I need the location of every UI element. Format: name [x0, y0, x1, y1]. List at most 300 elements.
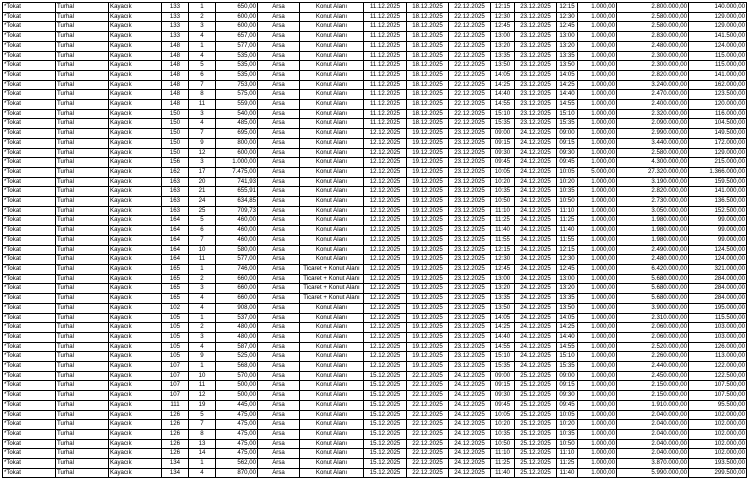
- cell-district: Turhal: [56, 32, 109, 42]
- cell-retender-time: 13:20: [557, 41, 578, 51]
- cell-guarantee: 1.000,00: [578, 100, 617, 110]
- cell-district: Turhal: [56, 90, 109, 100]
- cell-area: 741,93: [216, 177, 258, 187]
- cell-parcel: 20: [189, 177, 216, 187]
- cell-announce-date: 11.12.2025: [364, 109, 407, 119]
- cell-neighborhood: Kayacık: [109, 274, 162, 284]
- cell-deadline-date: 18.12.2025: [407, 119, 449, 129]
- cell-province: *Tokat: [3, 429, 56, 439]
- cell-deposit: 95.500,00: [689, 400, 747, 410]
- cell-district: Turhal: [56, 3, 109, 13]
- cell-tender-date: 22.12.2025: [449, 32, 491, 42]
- cell-retender-date: 24.12.2025: [515, 187, 557, 197]
- cell-tender-time: 13:00: [491, 274, 515, 284]
- cell-tender-date: 23.12.2025: [449, 148, 491, 158]
- cell-property-type: Arsa: [258, 148, 300, 158]
- cell-block: 150: [162, 138, 189, 148]
- cell-deadline-date: 18.12.2025: [407, 109, 449, 119]
- cell-tender-date: 23.12.2025: [449, 245, 491, 255]
- cell-block: 126: [162, 429, 189, 439]
- table-row: [3, 468, 747, 478]
- cell-area: 460,00: [216, 235, 258, 245]
- cell-estimated-value: 2.990.000,00: [617, 129, 689, 139]
- cell-guarantee: 1.000,00: [578, 323, 617, 333]
- cell-announce-date: 12.12.2025: [364, 284, 407, 294]
- cell-deposit: 129.000,00: [689, 12, 747, 22]
- cell-estimated-value: 3.870.000,00: [617, 459, 689, 469]
- cell-retender-time: 10:20: [557, 177, 578, 187]
- cell-parcel: 1: [189, 459, 216, 469]
- cell-tender-time: 10:05: [491, 167, 515, 177]
- cell-district: Turhal: [56, 352, 109, 362]
- cell-guarantee: 1.000,00: [578, 332, 617, 342]
- cell-province: *Tokat: [3, 109, 56, 119]
- cell-guarantee: 1.000,00: [578, 371, 617, 381]
- cell-announce-date: 12.12.2025: [364, 177, 407, 187]
- cell-estimated-value: 2.060.000,00: [617, 323, 689, 333]
- cell-tender-date: 24.12.2025: [449, 420, 491, 430]
- cell-deadline-date: 19.12.2025: [407, 129, 449, 139]
- cell-parcel: 3: [189, 332, 216, 342]
- cell-district: Turhal: [56, 216, 109, 226]
- cell-retender-date: 24.12.2025: [515, 323, 557, 333]
- cell-province: *Tokat: [3, 332, 56, 342]
- cell-retender-time: 12:45: [557, 22, 578, 32]
- cell-district: Turhal: [56, 41, 109, 51]
- table-row: [3, 323, 747, 333]
- cell-retender-time: 11:40: [557, 226, 578, 236]
- cell-announce-date: 11.12.2025: [364, 22, 407, 32]
- cell-block: 148: [162, 90, 189, 100]
- cell-neighborhood: Kayacık: [109, 3, 162, 13]
- cell-estimated-value: 3.900.000,00: [617, 303, 689, 313]
- table-row: [3, 264, 747, 274]
- cell-area: 587,00: [216, 342, 258, 352]
- cell-guarantee: 1.000,00: [578, 449, 617, 459]
- cell-tender-date: 22.12.2025: [449, 3, 491, 13]
- cell-block: 148: [162, 61, 189, 71]
- cell-parcel: 1: [189, 3, 216, 13]
- cell-retender-date: 23.12.2025: [515, 80, 557, 90]
- cell-retender-time: 09:30: [557, 391, 578, 401]
- cell-district: Turhal: [56, 391, 109, 401]
- cell-retender-time: 13:50: [557, 303, 578, 313]
- cell-deposit: 107.500,00: [689, 391, 747, 401]
- cell-retender-time: 10:50: [557, 439, 578, 449]
- cell-parcel: 4: [189, 294, 216, 304]
- cell-guarantee: 1.000,00: [578, 226, 617, 236]
- cell-announce-date: 12.12.2025: [364, 313, 407, 323]
- cell-district: Turhal: [56, 187, 109, 197]
- cell-retender-date: 25.12.2025: [515, 391, 557, 401]
- cell-tender-time: 15:10: [491, 352, 515, 362]
- cell-deposit: 141.000,00: [689, 70, 747, 80]
- cell-deadline-date: 22.12.2025: [407, 449, 449, 459]
- cell-announce-date: 11.12.2025: [364, 51, 407, 61]
- cell-area: 660,00: [216, 274, 258, 284]
- cell-retender-date: 23.12.2025: [515, 109, 557, 119]
- cell-deposit: 124.500,00: [689, 245, 747, 255]
- cell-retender-time: 12:45: [557, 264, 578, 274]
- cell-neighborhood: Kayacık: [109, 51, 162, 61]
- cell-tender-time: 11:40: [491, 468, 515, 478]
- cell-province: *Tokat: [3, 294, 56, 304]
- cell-property-type: Arsa: [258, 439, 300, 449]
- cell-block: 164: [162, 216, 189, 226]
- cell-announce-date: 15.12.2025: [364, 468, 407, 478]
- cell-tender-time: 11:25: [491, 459, 515, 469]
- cell-zoning: Konut Alanı: [300, 167, 364, 177]
- cell-estimated-value: 2.800.000,00: [617, 3, 689, 13]
- cell-tender-date: 24.12.2025: [449, 391, 491, 401]
- cell-tender-date: 24.12.2025: [449, 381, 491, 391]
- cell-guarantee: 1.000,00: [578, 216, 617, 226]
- cell-tender-time: 13:50: [491, 303, 515, 313]
- cell-tender-date: 23.12.2025: [449, 274, 491, 284]
- cell-zoning: Ticaret + Konut Alanı: [300, 284, 364, 294]
- cell-tender-time: 09:45: [491, 158, 515, 168]
- cell-tender-time: 12:45: [491, 22, 515, 32]
- cell-district: Turhal: [56, 264, 109, 274]
- cell-block: 148: [162, 51, 189, 61]
- cell-retender-time: 09:00: [557, 371, 578, 381]
- cell-deposit: 99.000,00: [689, 216, 747, 226]
- cell-province: *Tokat: [3, 235, 56, 245]
- cell-retender-time: 10:20: [557, 420, 578, 430]
- cell-retender-time: 13:35: [557, 51, 578, 61]
- cell-guarantee: 1.000,00: [578, 439, 617, 449]
- cell-deadline-date: 19.12.2025: [407, 245, 449, 255]
- cell-estimated-value: 2.580.000,00: [617, 148, 689, 158]
- cell-area: 870,00: [216, 468, 258, 478]
- cell-district: Turhal: [56, 332, 109, 342]
- cell-property-type: Arsa: [258, 274, 300, 284]
- cell-district: Turhal: [56, 381, 109, 391]
- cell-retender-date: 24.12.2025: [515, 245, 557, 255]
- cell-zoning: Konut Alanı: [300, 197, 364, 207]
- cell-deposit: 103.000,00: [689, 323, 747, 333]
- cell-retender-time: 14:05: [557, 70, 578, 80]
- table-row: [3, 22, 747, 32]
- cell-retender-date: 24.12.2025: [515, 274, 557, 284]
- cell-neighborhood: Kayacık: [109, 187, 162, 197]
- cell-tender-time: 11:40: [491, 226, 515, 236]
- cell-neighborhood: Kayacık: [109, 206, 162, 216]
- cell-area: 525,00: [216, 352, 258, 362]
- cell-deadline-date: 19.12.2025: [407, 323, 449, 333]
- cell-tender-time: 09:45: [491, 400, 515, 410]
- cell-zoning: Ticaret + Konut Alanı: [300, 264, 364, 274]
- cell-announce-date: 15.12.2025: [364, 459, 407, 469]
- cell-zoning: Konut Alanı: [300, 32, 364, 42]
- cell-province: *Tokat: [3, 158, 56, 168]
- cell-tender-date: 23.12.2025: [449, 332, 491, 342]
- cell-neighborhood: Kayacık: [109, 362, 162, 372]
- cell-zoning: Konut Alanı: [300, 303, 364, 313]
- cell-area: 485,00: [216, 119, 258, 129]
- cell-area: 580,00: [216, 245, 258, 255]
- cell-retender-date: 24.12.2025: [515, 235, 557, 245]
- cell-deposit: 102.000,00: [689, 410, 747, 420]
- cell-area: 535,00: [216, 51, 258, 61]
- cell-block: 163: [162, 197, 189, 207]
- table-row: [3, 32, 747, 42]
- cell-zoning: Ticaret + Konut Alanı: [300, 274, 364, 284]
- cell-guarantee: 1.000,00: [578, 352, 617, 362]
- cell-district: Turhal: [56, 371, 109, 381]
- cell-district: Turhal: [56, 362, 109, 372]
- cell-guarantee: 1.000,00: [578, 235, 617, 245]
- cell-tender-date: 22.12.2025: [449, 12, 491, 22]
- cell-parcel: 5: [189, 410, 216, 420]
- cell-province: *Tokat: [3, 420, 56, 430]
- cell-retender-date: 24.12.2025: [515, 167, 557, 177]
- cell-area: 577,00: [216, 41, 258, 51]
- cell-estimated-value: 2.830.000,00: [617, 32, 689, 42]
- cell-announce-date: 11.12.2025: [364, 3, 407, 13]
- cell-district: Turhal: [56, 226, 109, 236]
- cell-area: 475,00: [216, 410, 258, 420]
- table-row: [3, 459, 747, 469]
- cell-parcel: 3: [189, 284, 216, 294]
- cell-zoning: Konut Alanı: [300, 439, 364, 449]
- cell-area: 480,00: [216, 323, 258, 333]
- cell-deposit: 1.366.000,00: [689, 167, 747, 177]
- cell-property-type: Arsa: [258, 167, 300, 177]
- table-row: [3, 70, 747, 80]
- cell-zoning: Konut Alanı: [300, 226, 364, 236]
- cell-parcel: 4: [189, 51, 216, 61]
- cell-tender-date: 23.12.2025: [449, 255, 491, 265]
- cell-tender-date: 23.12.2025: [449, 226, 491, 236]
- cell-tender-date: 23.12.2025: [449, 197, 491, 207]
- cell-guarantee: 1.000,00: [578, 177, 617, 187]
- cell-area: 709,73: [216, 206, 258, 216]
- cell-area: 575,00: [216, 90, 258, 100]
- cell-deadline-date: 19.12.2025: [407, 264, 449, 274]
- cell-tender-time: 10:50: [491, 439, 515, 449]
- cell-district: Turhal: [56, 80, 109, 90]
- cell-retender-time: 12:15: [557, 245, 578, 255]
- cell-zoning: Konut Alanı: [300, 119, 364, 129]
- cell-retender-time: 13:35: [557, 294, 578, 304]
- table-row: [3, 274, 747, 284]
- cell-neighborhood: Kayacık: [109, 80, 162, 90]
- cell-estimated-value: 3.050.000,00: [617, 206, 689, 216]
- cell-announce-date: 12.12.2025: [364, 352, 407, 362]
- cell-province: *Tokat: [3, 22, 56, 32]
- cell-province: *Tokat: [3, 3, 56, 13]
- cell-retender-time: 11:10: [557, 206, 578, 216]
- cell-parcel: 11: [189, 100, 216, 110]
- cell-property-type: Arsa: [258, 119, 300, 129]
- cell-district: Turhal: [56, 51, 109, 61]
- cell-tender-date: 23.12.2025: [449, 206, 491, 216]
- cell-announce-date: 15.12.2025: [364, 429, 407, 439]
- cell-announce-date: 12.12.2025: [364, 129, 407, 139]
- cell-retender-date: 24.12.2025: [515, 197, 557, 207]
- cell-retender-time: 11:40: [557, 468, 578, 478]
- cell-retender-date: 23.12.2025: [515, 100, 557, 110]
- cell-neighborhood: Kayacık: [109, 410, 162, 420]
- cell-deposit: 162.000,00: [689, 80, 747, 90]
- cell-area: 577,00: [216, 255, 258, 265]
- cell-block: 163: [162, 187, 189, 197]
- cell-tender-time: 11:25: [491, 216, 515, 226]
- cell-deposit: 129.000,00: [689, 148, 747, 158]
- cell-parcel: 14: [189, 449, 216, 459]
- cell-neighborhood: Kayacık: [109, 332, 162, 342]
- cell-retender-time: 15:35: [557, 362, 578, 372]
- cell-estimated-value: 2.060.000,00: [617, 332, 689, 342]
- cell-retender-date: 23.12.2025: [515, 90, 557, 100]
- cell-province: *Tokat: [3, 187, 56, 197]
- cell-block: 150: [162, 119, 189, 129]
- cell-deposit: 123.500,00: [689, 90, 747, 100]
- cell-block: 165: [162, 274, 189, 284]
- cell-zoning: Konut Alanı: [300, 216, 364, 226]
- cell-district: Turhal: [56, 148, 109, 158]
- cell-tender-date: 22.12.2025: [449, 22, 491, 32]
- cell-deadline-date: 22.12.2025: [407, 400, 449, 410]
- cell-tender-time: 09:15: [491, 138, 515, 148]
- cell-district: Turhal: [56, 255, 109, 265]
- cell-block: 134: [162, 468, 189, 478]
- cell-neighborhood: Kayacık: [109, 197, 162, 207]
- cell-property-type: Arsa: [258, 400, 300, 410]
- cell-province: *Tokat: [3, 449, 56, 459]
- cell-block: 133: [162, 32, 189, 42]
- cell-property-type: Arsa: [258, 235, 300, 245]
- cell-estimated-value: 2.480.000,00: [617, 41, 689, 51]
- cell-area: 660,00: [216, 294, 258, 304]
- table-row: [3, 138, 747, 148]
- cell-neighborhood: Kayacık: [109, 284, 162, 294]
- cell-block: 148: [162, 80, 189, 90]
- cell-district: Turhal: [56, 119, 109, 129]
- cell-neighborhood: Kayacık: [109, 177, 162, 187]
- cell-block: 148: [162, 41, 189, 51]
- cell-neighborhood: Kayacık: [109, 371, 162, 381]
- cell-announce-date: 15.12.2025: [364, 400, 407, 410]
- cell-deadline-date: 18.12.2025: [407, 70, 449, 80]
- cell-tender-time: 09:15: [491, 381, 515, 391]
- table-row: [3, 177, 747, 187]
- cell-guarantee: 1.000,00: [578, 284, 617, 294]
- cell-guarantee: 1.000,00: [578, 255, 617, 265]
- cell-tender-date: 23.12.2025: [449, 235, 491, 245]
- table-row: [3, 109, 747, 119]
- cell-district: Turhal: [56, 323, 109, 333]
- cell-retender-date: 24.12.2025: [515, 226, 557, 236]
- cell-area: 660,00: [216, 284, 258, 294]
- cell-property-type: Arsa: [258, 206, 300, 216]
- table-row: [3, 391, 747, 401]
- cell-property-type: Arsa: [258, 177, 300, 187]
- cell-property-type: Arsa: [258, 420, 300, 430]
- cell-announce-date: 12.12.2025: [364, 274, 407, 284]
- cell-estimated-value: 2.480.000,00: [617, 255, 689, 265]
- cell-deadline-date: 22.12.2025: [407, 459, 449, 469]
- cell-guarantee: 1.000,00: [578, 22, 617, 32]
- cell-zoning: Konut Alanı: [300, 332, 364, 342]
- table-row: [3, 206, 747, 216]
- cell-block: 150: [162, 129, 189, 139]
- cell-announce-date: 12.12.2025: [364, 158, 407, 168]
- cell-tender-time: 14:05: [491, 313, 515, 323]
- cell-deposit: 107.500,00: [689, 381, 747, 391]
- table-row: [3, 294, 747, 304]
- cell-parcel: 4: [189, 119, 216, 129]
- cell-deposit: 103.000,00: [689, 332, 747, 342]
- cell-province: *Tokat: [3, 51, 56, 61]
- cell-retender-date: 25.12.2025: [515, 459, 557, 469]
- cell-block: 105: [162, 332, 189, 342]
- cell-guarantee: 5.000,00: [578, 167, 617, 177]
- cell-deposit: 140.000,00: [689, 3, 747, 13]
- cell-retender-date: 24.12.2025: [515, 313, 557, 323]
- cell-tender-date: 23.12.2025: [449, 138, 491, 148]
- cell-block: 150: [162, 148, 189, 158]
- cell-property-type: Arsa: [258, 381, 300, 391]
- table-row: [3, 420, 747, 430]
- cell-area: 753,00: [216, 80, 258, 90]
- cell-estimated-value: 2.040.000,00: [617, 439, 689, 449]
- table-row: [3, 245, 747, 255]
- table-row: [3, 80, 747, 90]
- table-row: [3, 400, 747, 410]
- cell-zoning: Konut Alanı: [300, 449, 364, 459]
- cell-announce-date: 12.12.2025: [364, 323, 407, 333]
- cell-zoning: Konut Alanı: [300, 51, 364, 61]
- cell-retender-date: 23.12.2025: [515, 32, 557, 42]
- cell-deposit: 116.000,00: [689, 109, 747, 119]
- cell-area: 600,00: [216, 12, 258, 22]
- cell-block: 126: [162, 439, 189, 449]
- cell-parcel: 2: [189, 274, 216, 284]
- cell-province: *Tokat: [3, 129, 56, 139]
- cell-parcel: 11: [189, 255, 216, 265]
- cell-area: 1.000,00: [216, 158, 258, 168]
- cell-zoning: Konut Alanı: [300, 371, 364, 381]
- cell-block: 134: [162, 459, 189, 469]
- cell-area: 475,00: [216, 429, 258, 439]
- cell-deposit: 159.500,00: [689, 177, 747, 187]
- cell-district: Turhal: [56, 177, 109, 187]
- cell-estimated-value: 2.450.000,00: [617, 371, 689, 381]
- cell-tender-time: 10:20: [491, 420, 515, 430]
- cell-guarantee: 1.000,00: [578, 70, 617, 80]
- cell-property-type: Arsa: [258, 245, 300, 255]
- cell-deposit: 284.000,00: [689, 284, 747, 294]
- table-row: [3, 226, 747, 236]
- cell-tender-time: 12:15: [491, 3, 515, 13]
- cell-province: *Tokat: [3, 206, 56, 216]
- cell-retender-time: 15:35: [557, 119, 578, 129]
- cell-area: 695,00: [216, 129, 258, 139]
- cell-district: Turhal: [56, 167, 109, 177]
- cell-province: *Tokat: [3, 100, 56, 110]
- cell-neighborhood: Kayacık: [109, 32, 162, 42]
- cell-neighborhood: Kayacık: [109, 148, 162, 158]
- cell-zoning: Konut Alanı: [300, 255, 364, 265]
- cell-property-type: Arsa: [258, 342, 300, 352]
- cell-block: 105: [162, 313, 189, 323]
- cell-area: 535,00: [216, 61, 258, 71]
- cell-district: Turhal: [56, 12, 109, 22]
- cell-area: 562,00: [216, 459, 258, 469]
- cell-property-type: Arsa: [258, 226, 300, 236]
